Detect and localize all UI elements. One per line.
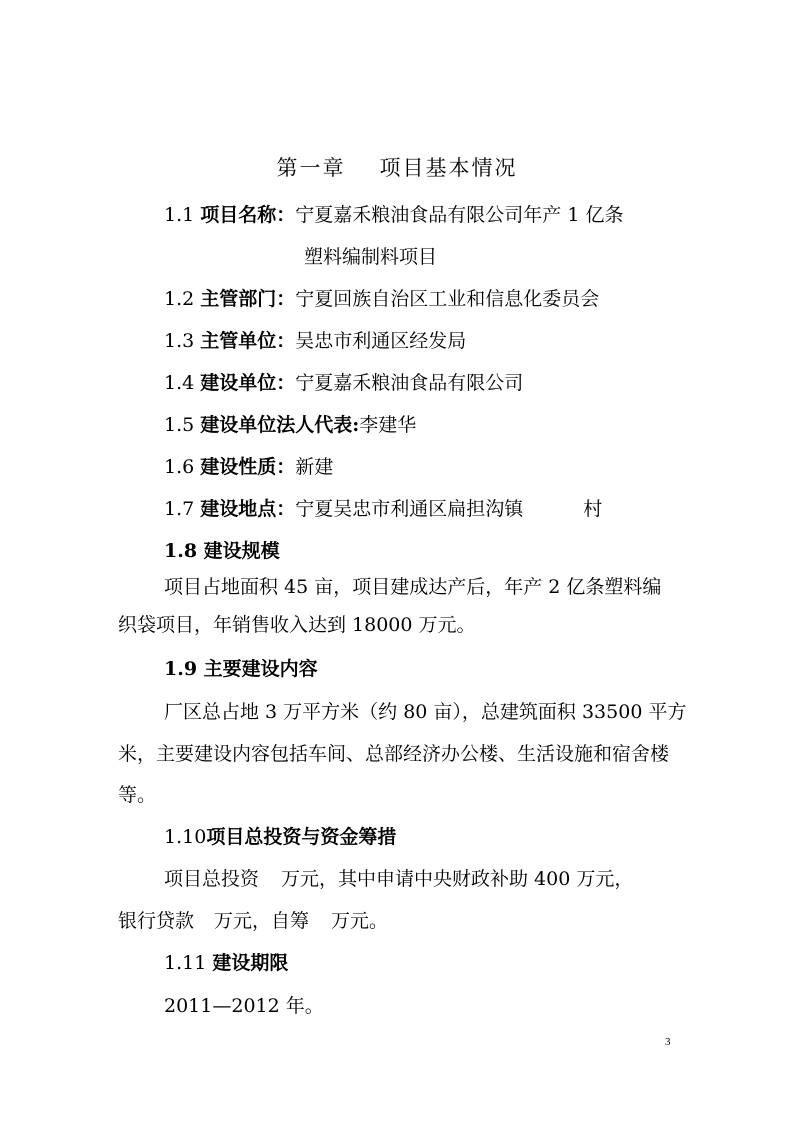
scale-line-1: 项目占地面积 45 亩，项目建成达产后，年产 2 亿条塑料编 bbox=[164, 576, 662, 598]
item-number: 1.4 bbox=[164, 372, 195, 394]
chapter-label: 第一章 bbox=[276, 156, 346, 180]
item-key: 建设单位： bbox=[200, 372, 296, 394]
item-construction-unit bbox=[164, 370, 523, 396]
chapter-title bbox=[0, 152, 794, 182]
self-raised-label: 万元，自筹 bbox=[214, 910, 310, 932]
self-raised-unit: 万元。 bbox=[331, 910, 389, 932]
item-value: 宁夏吴忠市利通区扁担沟镇 bbox=[295, 498, 524, 520]
section-heading-investment bbox=[164, 824, 396, 850]
item-value: 李建华 bbox=[359, 414, 417, 436]
investment-line-2 bbox=[118, 908, 388, 934]
period-value: 2011—2012 年。 bbox=[164, 995, 324, 1017]
investment-total-label: 项目总投资 bbox=[164, 868, 260, 890]
content-line-3: 等。 bbox=[118, 784, 157, 806]
investment-subsidy-text: 万元，其中申请中央财政补助 400 万元， bbox=[281, 868, 634, 890]
section-number: 1.10 bbox=[164, 826, 207, 848]
page-number: 3 bbox=[665, 1036, 671, 1048]
section-heading-content: 1.9 主要建设内容 bbox=[164, 658, 318, 680]
item-number: 1.5 bbox=[164, 414, 195, 436]
content-line-1: 厂区总占地 3 万平方米（约 80 亩），总建筑面积 33500 平方 bbox=[164, 701, 687, 723]
item-number: 1.7 bbox=[164, 498, 195, 520]
section-title: 项目总投资与资金筹措 bbox=[206, 826, 397, 848]
item-key: 项目名称： bbox=[200, 204, 296, 226]
section-heading-scale: 1.8 建设规模 bbox=[164, 540, 280, 562]
item-supervising-dept bbox=[164, 286, 599, 312]
item-key: 主管单位： bbox=[200, 330, 296, 352]
item-value: 吴忠市利通区经发局 bbox=[295, 330, 467, 352]
item-project-name bbox=[164, 202, 623, 228]
item-number: 1.6 bbox=[164, 456, 195, 478]
item-key: 建设地点： bbox=[200, 498, 296, 520]
item-key: 建设单位法人代表: bbox=[200, 414, 360, 436]
item-number: 1.2 bbox=[164, 288, 195, 310]
investment-line-1 bbox=[164, 866, 633, 892]
item-value-suffix: 村 bbox=[583, 498, 603, 520]
item-value: 新建 bbox=[295, 456, 334, 478]
item-number: 1.1 bbox=[164, 204, 195, 226]
bank-loan-label: 银行贷款 bbox=[118, 910, 195, 932]
item-number: 1.3 bbox=[164, 330, 195, 352]
item-construction-nature bbox=[164, 454, 333, 480]
item-supervising-unit bbox=[164, 328, 466, 354]
item-key: 建设性质： bbox=[200, 456, 296, 478]
content-line-2: 米，主要建设内容包括车间、总部经济办公楼、生活设施和宿舍楼 bbox=[118, 743, 670, 765]
scale-line-2: 织袋项目，年销售收入达到 18000 万元。 bbox=[118, 614, 476, 636]
item-key: 主管部门： bbox=[200, 288, 296, 310]
item-legal-representative bbox=[164, 412, 416, 438]
item-value: 宁夏嘉禾粮油食品有限公司年产 1 亿条 bbox=[295, 204, 624, 226]
item-value: 宁夏回族自治区工业和信息化委员会 bbox=[295, 288, 600, 310]
item-project-name-cont: 塑料编制料项目 bbox=[304, 246, 438, 268]
chapter-heading: 项目基本情况 bbox=[379, 156, 518, 180]
section-heading-period bbox=[164, 950, 288, 976]
section-title: 建设期限 bbox=[212, 952, 289, 974]
item-construction-site bbox=[164, 496, 602, 522]
section-number: 1.11 bbox=[164, 952, 207, 974]
item-value: 宁夏嘉禾粮油食品有限公司 bbox=[295, 372, 524, 394]
